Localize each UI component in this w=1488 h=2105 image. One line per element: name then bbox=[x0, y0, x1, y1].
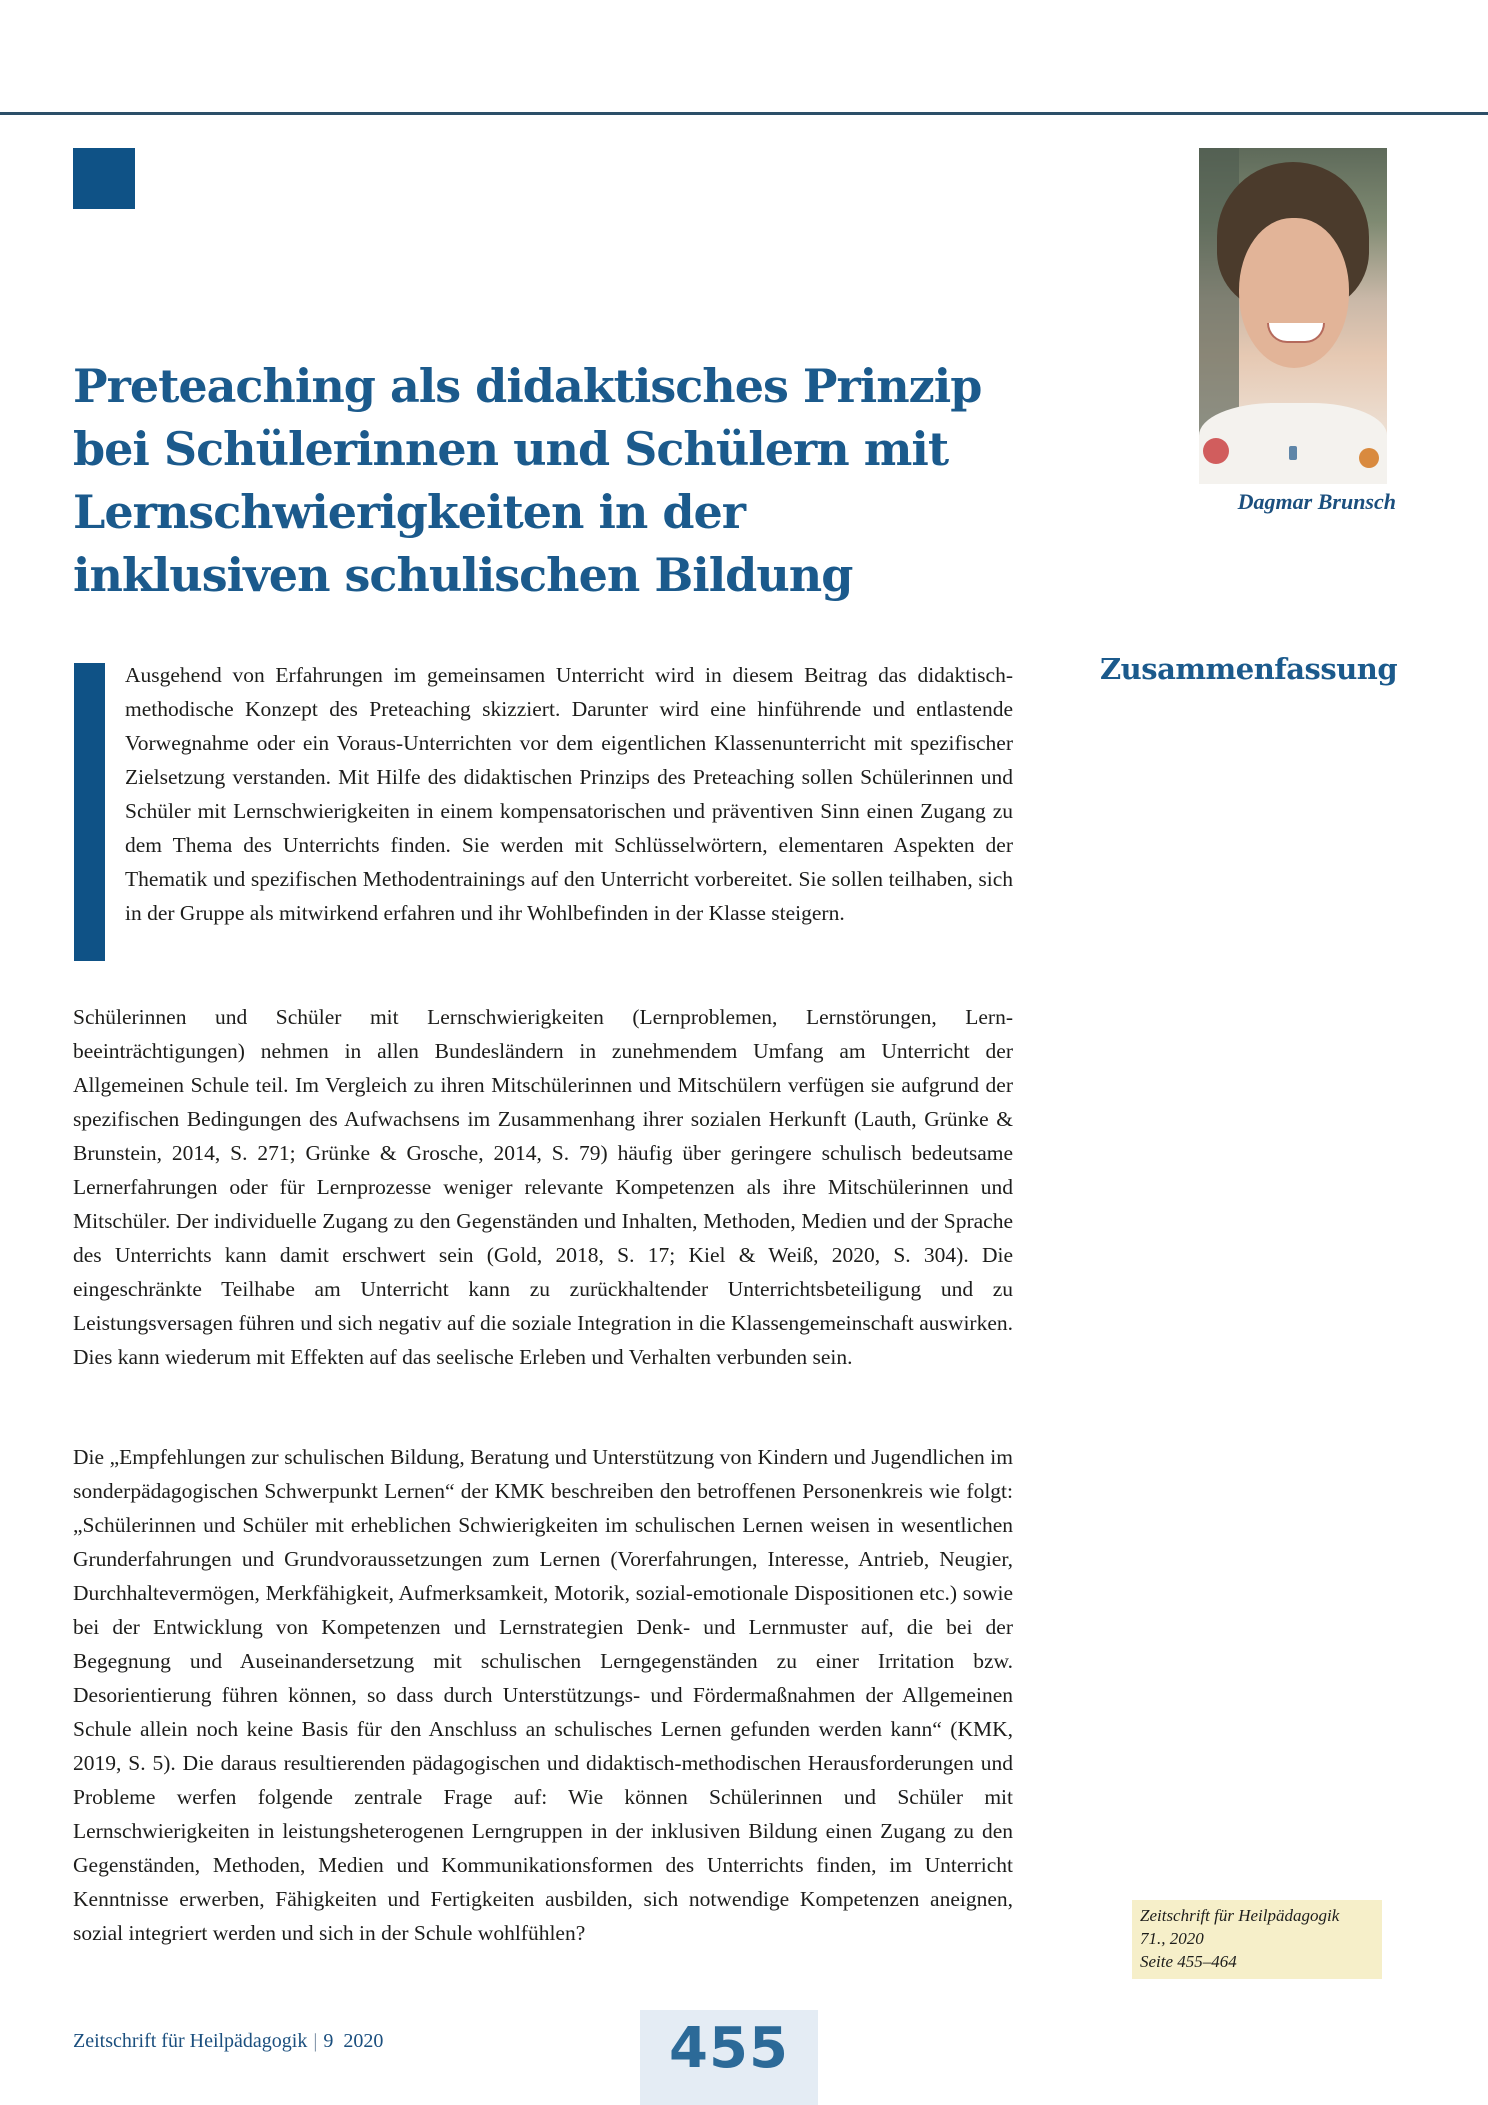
body-paragraph: Schülerinnen und Schüler mit Lernschwierigkeiten (Lernproblemen, Lernstörungen, Lernbeeinträchtigungen) nehmen in allen Bundesländern in zunehmendem Umfang am Unterricht der Allgemeinen Schule teil. Im Vergleich zu ihren Mitschülerinnen und Mitschülern verfügen sie aufgrund der spezifischen Bedingungen des Aufwachsens im Zusammenhang ihrer sozialen Herkunft (Lauth, Grünke & Brunstein, 2014, S. 271; Grünke & Grosche, 2014, S. 79) häufig über geringere schulisch bedeutsame Lernerfahrungen oder für Lernprozesse weniger relevante Kompetenzen als ihre Mitschülerinnen und Mitschüler. Der individuelle Zugang zu den Gegenständen und Inhalten, Methoden, Medien und der Sprache des Unterrichts kann damit erschwert sein (Gold, 2018, S. 17; Kiel & Weiß, 2020, S. 304). Die eingeschränkte Teilhabe am Unterricht kann zu zurückhaltender Unterrichtsbeteiligung und zu Leistungsversagen führen und sich negativ auf die soziale Integration in die Klassengemeinschaft auswirken. Dies kann wiederum mit Effekten auf das seelische Erleben und Verhalten verbunden sein. bbox=[73, 1005, 1013, 1369]
citation-pages: Seite 455–464 bbox=[1140, 1952, 1237, 1971]
section-marker-square bbox=[73, 148, 135, 209]
top-rule bbox=[0, 112, 1488, 115]
summary-heading: Zusammenfassung bbox=[1100, 652, 1398, 686]
citation-journal: Zeitschrift für Heilpädagogik bbox=[1140, 1906, 1340, 1925]
page-number: 455 bbox=[669, 2016, 789, 2081]
footer-separator: | bbox=[313, 2030, 318, 2052]
footer-journal-info bbox=[73, 2030, 383, 2053]
abstract-accent-bar bbox=[74, 663, 105, 961]
body-paragraph: Die „Empfehlungen zur schulischen Bildung, Beratung und Unterstützung von Kindern und Jugendlichen im sonderpädagogischen Schwerpunkt Lernen“ der KMK beschreiben den betroffenen Personenkreis wie folgt: „Schülerinnen und Schüler mit erheblichen Schwierigkeiten im schulischen Lernen weisen in wesentlichen Grunderfahrungen und Grundvoraussetzungen zum Lernen (Vorerfahrungen, Interesse, Antrieb, Neugier, Durchhaltevermögen, Merkfähigkeit, Aufmerksamkeit, Motorik, sozial-emotionale Dispositionen etc.) sowie bei der Entwicklung von Kompetenzen und Lernstrategien Denk- und Lernmuster auf, die bei der Begegnung und Auseinandersetzung mit schulischen Lerngegenständen zu einer Irritation bzw. Desorientierung führen können, so dass durch Unterstützungs- und Fördermaßnahmen der Allgemeinen Schule allein noch keine Basis für den Anschluss an schulisches Lernen gefunden werden kann“ (KMK, 2019, S. 5). Die daraus resultierenden pädagogischen und didaktisch-methodischen Herausforderungen und Probleme werfen folgende zentrale Frage auf: Wie können Schülerinnen und Schüler mit Lernschwierigkeiten in leistungsheterogenen Lerngruppen in der inklusiven Bildung einen Zugang zu den Gegenständen, Methoden, Medien und Kommunikationsformen des Unterrichts finden, im Unterricht Kenntnisse erwerben, Fähigkeiten und Fertigkeiten ausbilden, sich notwendige Kompetenzen aneignen, sozial integriert werden und sich in der Schule wohlfühlen? bbox=[73, 1445, 1013, 1945]
title-line: inklusiven schulischen Bildung bbox=[73, 548, 853, 602]
citation-box bbox=[1132, 1900, 1382, 1979]
article-title bbox=[73, 355, 982, 607]
author-photo bbox=[1199, 148, 1387, 484]
abstract-text: Ausgehend von Erfahrungen im gemeinsamen Unterricht wird in diesem Beitrag das didaktisch-methodische Konzept des Preteaching skizziert. Darunter wird eine hinführende und entlastende Vorwegnahme oder ein Voraus-Unterrichten vor dem eigentlichen Klassenunterricht mit spezifischer Zielsetzung verstanden. Mit Hilfe des didaktischen Prinzips des Preteaching sollen Schülerinnen und Schüler mit Lernschwierigkeiten in einem kompensatorischen und präventiven Sinn einen Zugang zu dem Thema des Unterrichts finden. Sie werden mit Schlüsselwörtern, elementaren Aspekten der Thematik und spezifischen Methodentrainings auf den Unterricht vorbereitet. Sie sollen teilhaben, sich in der Gruppe als mitwirkend erfahren und ihr Wohlbefinden in der Klasse steigern. bbox=[125, 663, 1013, 925]
citation-volume: 71., 2020 bbox=[1140, 1929, 1204, 1948]
footer-issue: 9 2020 bbox=[323, 2030, 384, 2052]
author-name: Dagmar Brunsch bbox=[1237, 489, 1396, 514]
page-number-box bbox=[640, 2010, 818, 2105]
title-line: Lernschwierigkeiten in der bbox=[73, 485, 746, 539]
title-line: Preteaching als didaktisches Prinzip bbox=[73, 359, 982, 413]
footer-journal-name: Zeitschrift für Heilpädagogik bbox=[73, 2030, 308, 2052]
title-line: bei Schülerinnen und Schülern mit bbox=[73, 422, 949, 476]
